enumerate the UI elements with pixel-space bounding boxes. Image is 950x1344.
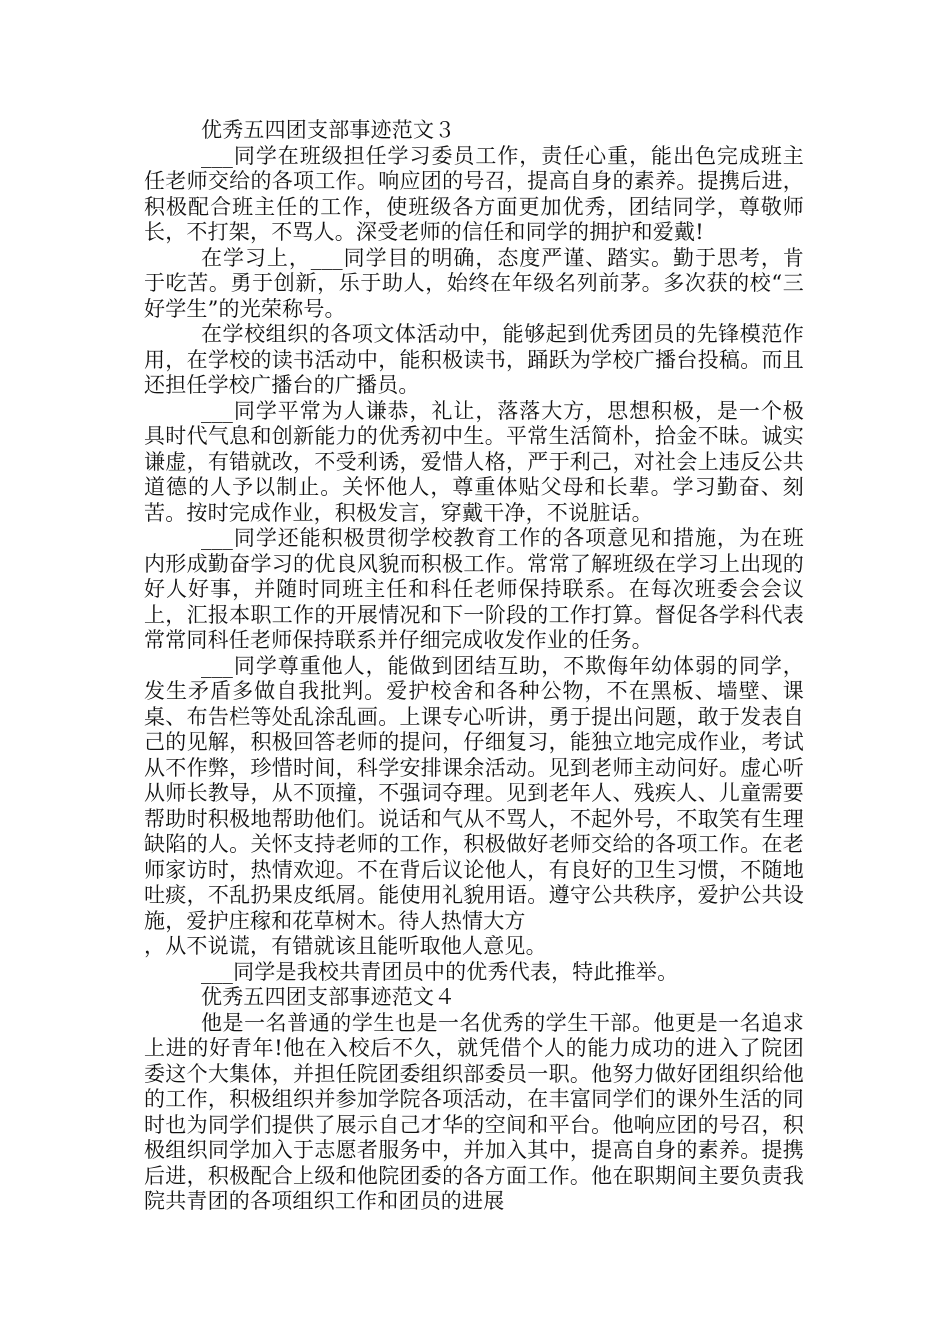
- paragraph: 他是一名普通的学生也是一名优秀的学生干部。他更是一名追求上进的好青年!他在入校后不久，就凭借个人的能力成功的进入了院团委这个大集体，并担任院团委组织部委员一职。他努力做好团组织给他的工作，积极组织并参加学院各项活动，在丰富同学们的课外生活的同时也为同学们提供了展示自己才华的空间和平台。他响应团的号召，积极组织同学加入于志愿者服务中，并加入其中，提高自身的素养。提携后进，积极配合上级和他院团委的各方面工作。他在职期间主要负责我院共青团的各项组织工作和团员的进展: [144, 1010, 804, 1213]
- paragraph: ，从不说谎，有错就该且能听取他人意见。: [144, 934, 547, 958]
- section-title: 优秀五四团支部事迹范文４: [201, 985, 456, 1009]
- paragraph: ___同学平常为人谦恭，礼让，落落大方，思想积极，是一个极具时代气息和创新能力的优秀初中生。平常生活简朴，拾金不昧。诚实谦虚，有错就改，不受利诱，爱惜人格，严于利己，对社会上违反公共道德的人予以制止。关怀他人，尊重体贴父母和长辈。学习勤奋、刻苦。按时完成作业，积极发言，穿戴干净，不说脏话。: [144, 398, 804, 525]
- paragraph: 在学校组织的各项文体活动中，能够起到优秀团员的先锋模范作用，在学校的读书活动中，能积极读书，踊跃为学校广播台投稿。而且还担任学校广播台的广播员。: [144, 322, 804, 397]
- paragraph: 在学习上，___同学目的明确，态度严谨、踏实。勤于思考，肯于吃苦。勇于创新，乐于助人，始终在年级名列前茅。多次获的校“三好学生”的光荣称号。: [144, 245, 804, 321]
- section-title: 优秀五四团支部事迹范文３: [201, 118, 456, 142]
- paragraph: ___同学尊重他人，能做到团结互助，不欺侮年幼体弱的同学，发生矛盾多做自我批判。爱护校舍和各种公物，不在黑板、墙壁、课桌、布告栏等处乱涂乱画。上课专心听讲，勇于提出问题，敢于发表自己的见解，积极回答老师的提问，仔细复习，能独立地完成作业，考试从不作弊，珍惜时间，科学安排课余活动。见到老师主动问好。虚心听从师长教导，从不顶撞，不强词夺理。见到老年人、残疾人、儿童需要帮助时积极地帮助他们。说话和气从不骂人，不起外号，不取笑有生理缺陷的人。关怀支持老师的工作，积极做好老师交给的各项工作。在老师家访时，热情欢迎。不在背后议论他人，有良好的卫生习惯，不随地吐痰，不乱扔果皮纸屑。能使用礼貌用语。遵守公共秩序，爱护公共设施，爱护庄稼和花草树木。待人热情大方: [144, 653, 804, 933]
- paragraph: ___同学是我校共青团员中的优秀代表，特此推举。: [201, 959, 679, 984]
- paragraph: ___同学在班级担任学习委员工作，责任心重，能出色完成班主任老师交给的各项工作。响应团的号召，提高自身的素养。提携后进，积极配合班主任的工作，使班级各方面更加优秀，团结同学，尊敬师长，不打架，不骂人。深受老师的信任和同学的拥护和爱戴!: [144, 143, 804, 244]
- paragraph: ___同学还能积极贯彻学校教育工作的各项意见和措施，为在班内形成勤奋学习的优良风貌而积极工作。常常了解班级在学习上出现的好人好事，并随时同班主任和科任老师保持联系。在每次班委会会议上，汇报本职工作的开展情况和下一阶段的工作打算。督促各学科代表常常同科任老师保持联系并仔细完成收发作业的任务。: [144, 526, 804, 652]
- document-page: [144, 118, 804, 1215]
